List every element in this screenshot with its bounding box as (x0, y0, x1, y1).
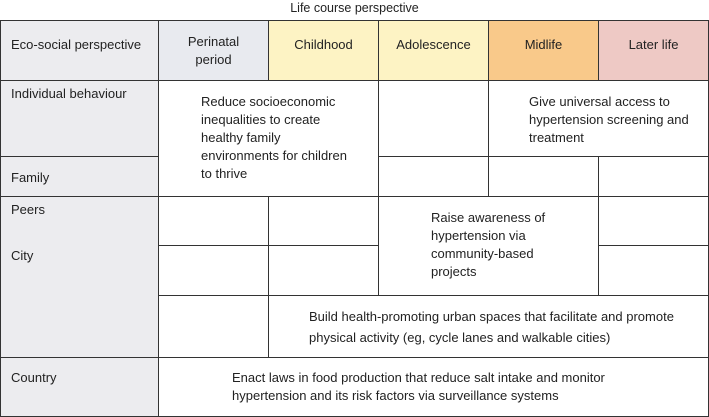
row-label-peers-city (0, 196, 159, 358)
stage-label: Later life (628, 37, 679, 52)
intervention-text: Give universal access to hypertension screening and treatment (529, 94, 689, 145)
stage-header-perinatal (158, 20, 269, 81)
empty-cell (158, 196, 269, 246)
row-label-text: Family (11, 170, 50, 185)
table-title: Life course perspective (290, 1, 419, 15)
stage-header-adolescence (378, 20, 489, 81)
row-label-text: Individual behaviour (11, 86, 127, 101)
empty-cell (378, 80, 489, 157)
stage-header-childhood (268, 20, 379, 81)
intervention-reduce-inequalities (158, 80, 379, 197)
corner-header (0, 20, 159, 81)
stage-header-later-life (598, 20, 709, 81)
intervention-raise-awareness (378, 196, 599, 296)
corner-label: Eco-social perspective (11, 37, 142, 52)
intervention-text: Raise awareness of hypertension via community-based projects (431, 210, 546, 279)
intervention-text: Enact laws in food production that reduce salt intake and monitor hypertension and its risk factors via surveillance systems (232, 370, 605, 403)
row-label-text: City (11, 248, 34, 263)
empty-cell (598, 245, 709, 296)
intervention-urban-spaces (268, 295, 709, 358)
empty-cell (378, 156, 489, 197)
row-label-country (0, 357, 159, 417)
stage-label: Perinatal period (187, 33, 240, 67)
intervention-universal-access (488, 80, 709, 157)
empty-cell (158, 295, 269, 358)
empty-cell (268, 196, 379, 246)
stage-header-midlife (488, 20, 599, 81)
intervention-enact-laws (158, 357, 709, 417)
empty-cell (158, 245, 269, 296)
empty-cell (598, 156, 709, 197)
intervention-text: Build health-promoting urban spaces that facilitate and promote physical activity (eg, cycle lanes and walkable cities) (309, 309, 674, 345)
stage-label: Midlife (524, 37, 563, 52)
empty-cell (268, 245, 379, 296)
empty-cell (598, 196, 709, 246)
intervention-text: Reduce socioeconomic inequalities to create healthy family environments for children to thrive (201, 94, 347, 181)
empty-cell (488, 156, 599, 197)
row-label-text: Peers (11, 202, 45, 217)
row-label-text: Country (11, 370, 57, 385)
row-label-individual-behaviour (0, 80, 159, 157)
stage-label: Adolescence (396, 37, 471, 52)
row-label-family (0, 156, 159, 197)
stage-label: Childhood (294, 37, 353, 52)
